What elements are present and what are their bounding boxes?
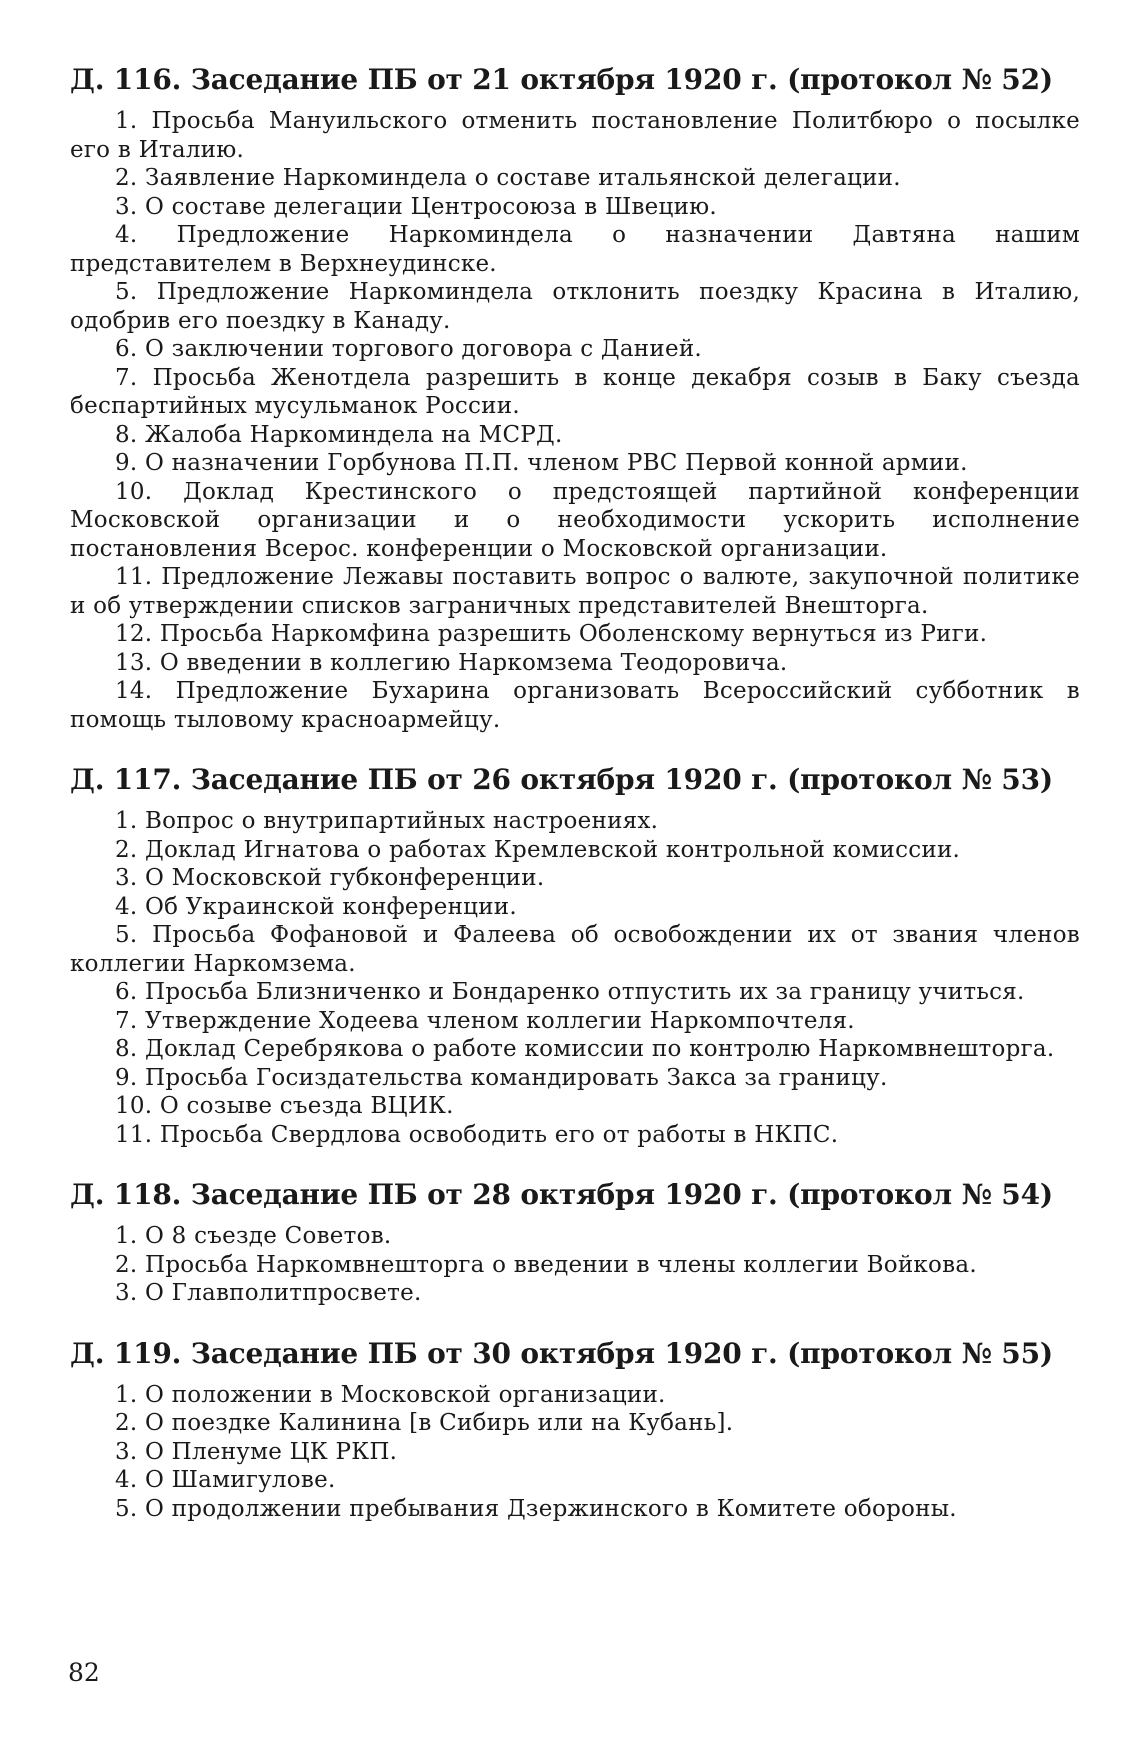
section-heading: Д. 117. Заседание ПБ от 26 октября 1920 г. (протокол № 53) — [70, 763, 1053, 796]
list-item: 4. Предложение Наркоминдела о назначении Давтяна нашим представителем в Верхнеудинске. — [70, 222, 1080, 277]
document-page — [70, 62, 1080, 1551]
list-item: 5. Предложение Наркоминдела отклонить поездку Красина в Италию, одобрив его поездку в Канаду. — [70, 279, 1080, 334]
list-item: 3. О Главполитпросвете. — [115, 1280, 422, 1306]
section-d118 — [70, 1177, 1080, 1308]
list-item: 5. Просьба Фофановой и Фалеева об освобождении их от звания членов коллегии Наркомзема. — [70, 922, 1080, 977]
section-d116 — [70, 62, 1080, 734]
list-item: 1. О положении в Московской организации. — [115, 1381, 666, 1408]
section-heading: Д. 119. Заседание ПБ от 30 октября 1920 г. (протокол № 55) — [70, 1336, 1053, 1370]
section-d117 — [70, 762, 1080, 1149]
list-item: 2. Заявление Наркоминдела о составе итальянской делегации. — [115, 165, 901, 191]
section-heading: Д. 116. Заседание ПБ от 21 октября 1920 г. (протокол № 52) — [70, 63, 1053, 96]
list-item: 1. Просьба Мануильского отменить постановление Политбюро о посылке его в Италию. — [70, 108, 1080, 163]
list-item: 2. Доклад Игнатова о работах Кремлевской контрольной комиссии. — [115, 836, 961, 863]
list-item: 9. О назначении Горбунова П.П. членом РВС Первой конной армии. — [115, 450, 968, 476]
list-item: 12. Просьба Наркомфина разрешить Оболенскому вернуться из Риги. — [115, 621, 988, 647]
list-item: 4. Об Украинской конференции. — [115, 893, 517, 920]
list-item: 13. О введении в коллегию Наркомзема Теодоровича. — [115, 649, 788, 676]
list-item: 11. Предложение Лежавы поставить вопрос о валюте, закупочной политике и об утверждении списков заграничных представителей Внешторга. — [70, 564, 1080, 619]
section-heading: Д. 118. Заседание ПБ от 28 октября 1920 г. (протокол № 54) — [70, 1178, 1053, 1211]
list-item: 3. О Московской губконференции. — [115, 865, 545, 891]
list-item: 14. Предложение Бухарина организовать Всероссийский субботник в помощь тыловому красноармейцу. — [70, 678, 1080, 733]
list-item: 6. О заключении торгового договора с Данией. — [115, 336, 702, 362]
list-item: 9. Просьба Госиздательства командировать Закса за границу. — [115, 1064, 888, 1091]
section-d119 — [70, 1336, 1080, 1524]
list-item: 8. Жалоба Наркоминдела на МСРД. — [115, 421, 563, 448]
list-item: 2. О поездке Калинина [в Сибирь или на Кубань]. — [115, 1410, 734, 1436]
list-item: 4. О Шамигулове. — [115, 1467, 336, 1493]
list-item: 3. О составе делегации Центросоюза в Швецию. — [115, 193, 717, 220]
list-item: 3. О Пленуме ЦК РКП. — [115, 1438, 398, 1465]
list-item: 7. Просьба Женотдела разрешить в конце декабря созыв в Баку съезда беспартийных мусульманок России. — [70, 364, 1080, 419]
list-item: 11. Просьба Свердлова освободить его от работы в НКПС. — [115, 1121, 839, 1148]
list-item: 10. Доклад Крестинского о предстоящей партийной конференции Московской организации и о необходимости ускорить исполнение постановления Всерос. конференции о Московской организации. — [70, 478, 1080, 562]
list-item: 6. Просьба Близниченко и Бондаренко отпустить их за границу учиться. — [115, 979, 1025, 1005]
list-item: 7. Утверждение Ходеева членом коллегии Наркомпочтеля. — [115, 1007, 855, 1034]
list-item: 2. Просьба Наркомвнешторга о введении в члены коллегии Войкова. — [115, 1251, 977, 1278]
list-item: 8. Доклад Серебрякова о работе комиссии по контролю Наркомвнешторга. — [115, 1036, 1055, 1062]
list-item: 1. О 8 съезде Советов. — [115, 1223, 392, 1249]
list-item: 5. О продолжении пребывания Дзержинского в Комитете обороны. — [115, 1495, 957, 1522]
page-number: 82 — [68, 1658, 100, 1687]
list-item: 10. О созыве съезда ВЦИК. — [115, 1093, 454, 1119]
list-item: 1. Вопрос о внутрипартийных настроениях. — [115, 808, 659, 834]
